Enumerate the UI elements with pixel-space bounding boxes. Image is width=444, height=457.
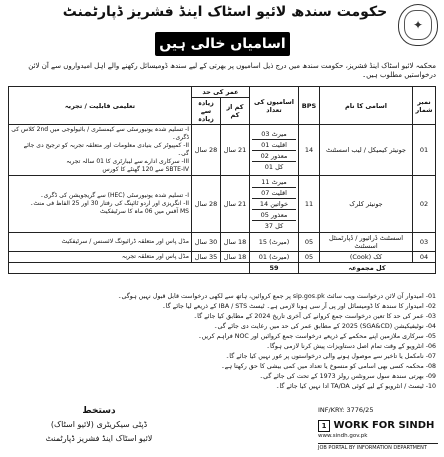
row-serial: 01 bbox=[413, 125, 436, 176]
header-age: عمر کی حد bbox=[192, 87, 250, 98]
instruction-item: 04- نوٹیفیکیشن (SGA&CD) 2025 کے مطابق عمر کی حد میں رعایت دی جائے گی۔ bbox=[213, 323, 436, 330]
row-posts bbox=[250, 176, 299, 233]
row-qualification: مڈل پاس اور متعلقہ ڈرائیونگ لائسنس / سرٹیفکیٹ bbox=[9, 233, 192, 252]
row-post-name: جونیئر کیمیکل / لیب اسسٹنٹ bbox=[320, 125, 413, 176]
table-row bbox=[9, 252, 436, 263]
table-row bbox=[9, 176, 436, 233]
ad-code-value: 3776/25 bbox=[346, 406, 374, 414]
header-min-age: کم از کم bbox=[221, 98, 250, 125]
seal-emblem-icon: ✦ bbox=[404, 10, 432, 40]
table-row bbox=[9, 125, 436, 176]
row-max-age: 35 سال bbox=[192, 252, 221, 263]
total-label: کل مجموعہ bbox=[299, 263, 436, 274]
ad-code bbox=[318, 406, 438, 414]
department-title: حکومت سندھ لائیو اسٹاک اینڈ فشریز ڈپارٹمنٹ bbox=[62, 4, 388, 20]
secretary-title: ڈپٹی سیکریٹری (لائیو اسٹاک) bbox=[50, 420, 148, 429]
row-posts bbox=[250, 125, 299, 176]
one-icon: 1 bbox=[318, 420, 330, 432]
post-split: خواتین 14 bbox=[252, 199, 296, 210]
row-min-age: 21 سال bbox=[221, 125, 250, 176]
row-post-name: کک (Cook) bbox=[320, 252, 413, 263]
row-max-age: 28 سال bbox=[192, 125, 221, 176]
vacancy-table bbox=[8, 86, 436, 274]
row-bps: 05 bbox=[299, 233, 320, 252]
post-split: میرٹ 03 bbox=[252, 129, 296, 140]
table-total-row bbox=[9, 263, 436, 274]
row-posts: (میرٹ) 01 bbox=[250, 252, 299, 263]
row-min-age: 18 سال bbox=[221, 252, 250, 263]
row-max-age: 30 سال bbox=[192, 233, 221, 252]
instruction-item: 02- امیدوار کا سندھ کا ڈومیسائل اور پی آر سی ہونا لازمی ہے۔ ٹیسٹ IBA / STS کے ذریعے لیا جائے گا۔ bbox=[162, 303, 436, 310]
row-serial: 04 bbox=[413, 252, 436, 263]
work-for-sindh-url: www.sindh.gov.pk bbox=[318, 433, 368, 439]
post-split: کل 37 bbox=[264, 222, 284, 230]
header-qualification: تعلیمی قابلیت / تجربہ bbox=[9, 87, 192, 125]
row-qualification: I- تسلیم شدہ یونیورسٹی (HEC) سے گریجویشن کی ڈگری۔ II- انگریزی اور اردو ٹائپنگ کی رفتار 30 اور 25 الفاظ فی منٹ۔ MS آفس میں 06 ماہ کا سرٹیفکیٹ bbox=[9, 176, 192, 233]
row-post-name: جونیئر کلرک bbox=[320, 176, 413, 233]
row-min-age: 21 سال bbox=[221, 176, 250, 233]
intro-text: محکمہ لائیو اسٹاک اینڈ فشریز، حکومت سندھ میں درج ذیل اسامیوں پر بھرتی کے لیے سندھ ڈومیسائل رکھنے والے اہل امیدواروں سے آن لائن درخواستیں مطلوب ہیں۔ bbox=[28, 62, 436, 79]
post-split: کل 01 bbox=[264, 162, 284, 171]
signature-block bbox=[14, 404, 184, 446]
header-post-name: اسامی کا نام bbox=[320, 87, 413, 125]
header-serial: نمبر شمار bbox=[413, 87, 436, 125]
row-bps: 05 bbox=[299, 252, 320, 263]
table-row bbox=[9, 233, 436, 252]
row-max-age: 28 سال bbox=[192, 176, 221, 233]
total-value: 59 bbox=[250, 263, 299, 274]
instruction-item: 07- نامکمل یا تاخیر سے موصول ہونے والی درخواستوں پر غور نہیں کیا جائے گا۔ bbox=[225, 353, 436, 360]
instruction-item: 10- ٹیسٹ / انٹرویو کے لیے کوئی TA/DA ادا نہیں کیا جائے گا۔ bbox=[275, 383, 436, 390]
row-posts: (میرٹ) 15 bbox=[250, 233, 299, 252]
work-for-sindh-text: WORK FOR SINDH bbox=[333, 420, 435, 431]
row-min-age: 18 سال bbox=[221, 233, 250, 252]
instructions-list bbox=[8, 292, 436, 392]
row-bps: 11 bbox=[299, 176, 320, 233]
job-portal-label: JOB PORTAL BY INFORMATION DEPARTMENT bbox=[318, 443, 438, 452]
row-bps: 14 bbox=[299, 125, 320, 176]
row-post-name: اسسٹنٹ ڈرائیور / ڈپارٹمنٹل اسسٹنٹ bbox=[320, 233, 413, 252]
row-qualification: I- تسلیم شدہ یونیورسٹی سے کیمسٹری / بائیولوجی میں 2nd کلاس کی ڈگری۔ II- کمپیوٹر کی بنیادی معلومات اور متعلقہ تجربہ کو ترجیح دی جائے گی۔ III- سرکاری ادارے سے لیبارٹری کا 01 سالہ تجربہ SBTE-IV سے 120 گھنٹے کا کورس bbox=[9, 125, 192, 176]
header-max-age: زیادہ سے زیادہ bbox=[192, 98, 221, 125]
post-split: اقلیت 01 bbox=[252, 140, 296, 151]
post-split: معذور 02 bbox=[252, 151, 296, 162]
signature-mark: دستخط bbox=[82, 406, 116, 416]
instruction-item: 09- بھرتی سندھ سول سرونٹس رولز 1973 کے تحت کی جائے گی۔ bbox=[259, 373, 436, 380]
instruction-item: 08- محکمہ کسی بھی اسامی کو منسوخ یا تعداد میں کمی بیشی کا حق رکھتا ہے۔ bbox=[220, 363, 436, 370]
instruction-item: 05- سرکاری ملازمین اپنے محکمے کے ذریعے درخواست جمع کروائیں اور NOC فراہم کریں۔ bbox=[197, 333, 436, 340]
vacancies-banner: اسامیاں خالی ہیں bbox=[155, 32, 290, 56]
row-serial: 03 bbox=[413, 233, 436, 252]
ad-code-label: INF/KRY: bbox=[318, 406, 345, 414]
instruction-item: 01- امیدوار آن لائن درخواست ویب سائٹ sip.gos.pk پر جمع کروائیں، ہاتھ سے لکھی درخواست قابل قبول نہیں ہوگی۔ bbox=[117, 293, 436, 300]
instruction-item: 06- انٹرویو کے وقت تمام اصل دستاویزات پیش کرنا لازمی ہوگا۔ bbox=[266, 343, 436, 350]
total-empty bbox=[9, 263, 250, 274]
post-split: اقلیت 07 bbox=[252, 188, 296, 199]
signature-department: لائیو اسٹاک اینڈ فشریز ڈپارٹمنٹ bbox=[45, 434, 153, 443]
post-split: میرٹ 11 bbox=[252, 177, 296, 188]
header-bps: BPS bbox=[299, 87, 320, 125]
sindh-government-seal bbox=[398, 4, 438, 46]
work-for-sindh-logo bbox=[318, 420, 438, 432]
post-split: معذور 05 bbox=[252, 210, 296, 221]
row-serial: 02 bbox=[413, 176, 436, 233]
row-qualification: مڈل پاس اور متعلقہ تجربہ bbox=[9, 252, 192, 263]
header-posts-count: اسامیوں کی تعداد bbox=[250, 87, 299, 125]
instruction-item: 03- عمر کی حد کا تعین درخواست جمع کروانے کی آخری تاریخ 2024 کے مطابق کیا جائے گا۔ bbox=[193, 313, 436, 320]
